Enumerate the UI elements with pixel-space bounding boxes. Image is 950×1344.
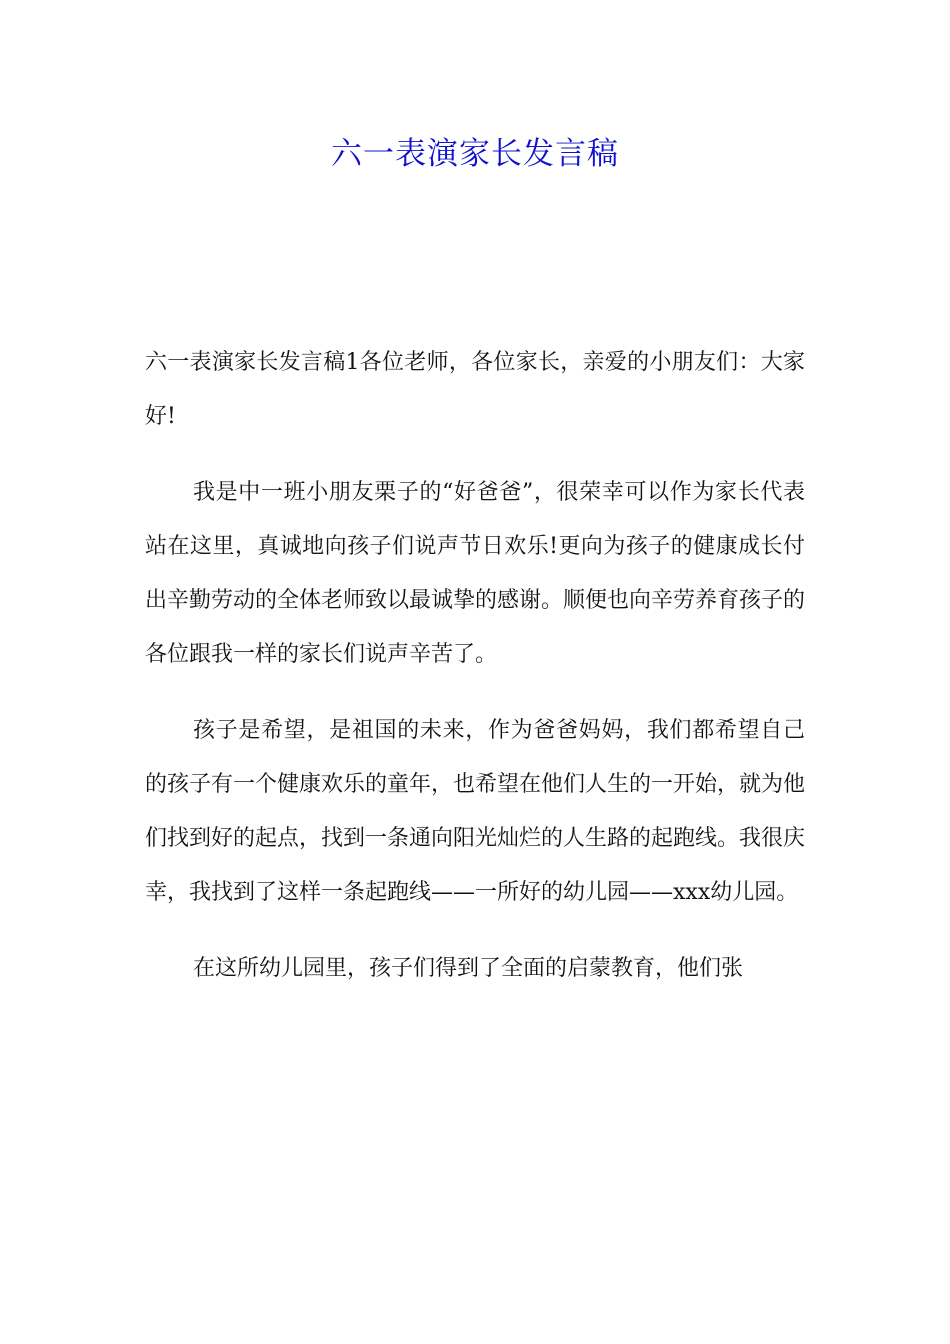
document-body (145, 336, 805, 1018)
document-title: 六一表演家长发言稿 (331, 136, 619, 172)
paragraph-opening: 六一表演家长发言稿1各位老师，各位家长，亲爱的小朋友们：大家好! (145, 350, 805, 429)
paragraph-education: 在这所幼儿园里，孩子们得到了全面的启蒙教育，他们张 (193, 956, 744, 981)
paragraph-introduction: 我是中一班小朋友栗子的“好爸爸”，很荣幸可以作为家长代表站在这里，真诚地向孩子们说声节日欢乐!更向为孩子的健康成长付出辛勤劳动的全体老师致以最诚挚的感谢。顺便也向辛劳养育孩子的各位跟我一样的家长们说声辛苦了。 (145, 480, 806, 667)
paragraph-kindergarten: 孩子是希望，是祖国的未来，作为爸爸妈妈，我们都希望自己的孩子有一个健康欢乐的童年，也希望在他们人生的一开始，就为他们找到好的起点，找到一条通向阳光灿烂的人生路的起跑线。我很庆幸，我找到了这样一条起跑线——一所好的幼儿园——xxx幼儿园。 (145, 718, 806, 905)
